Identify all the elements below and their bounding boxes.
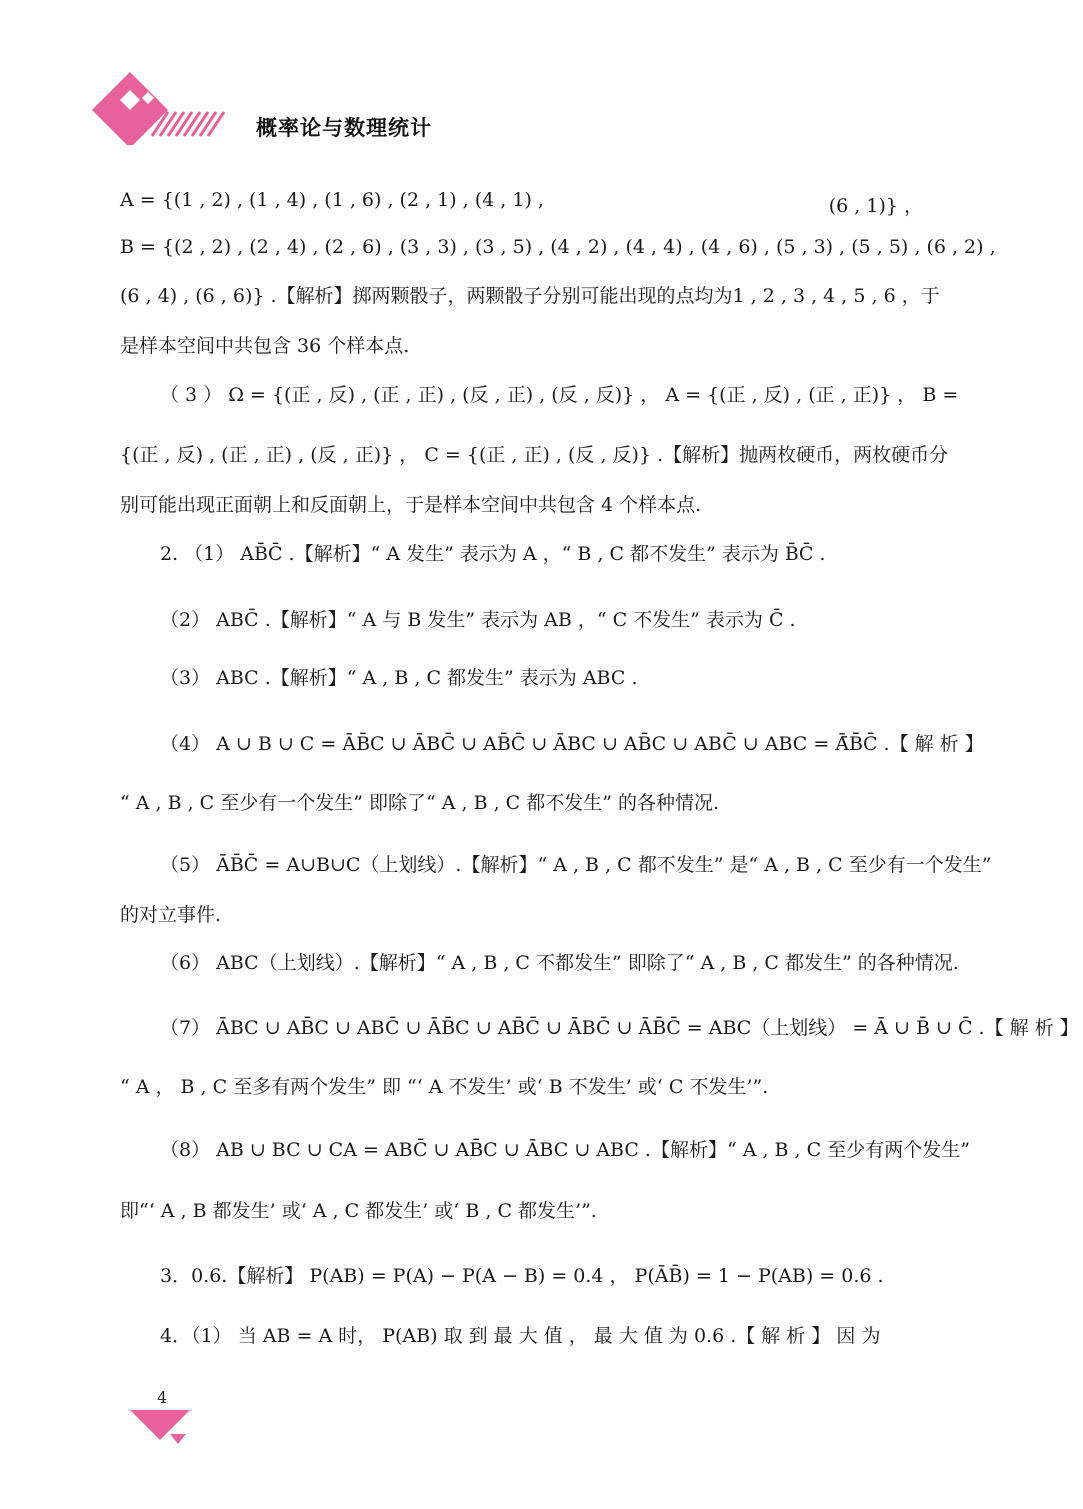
text-line: （3） ABC .【解析】“ A , B , C 都发生” 表示为 ABC . (160, 667, 638, 689)
text-line: 是样本空间中共包含 36 个样本点. (120, 335, 410, 357)
text-line: （5） ĀB̄C̄ = A∪B∪C（上划线）.【解析】“ A , B , C 都不发生” 是“ A , B , C 至少有一个发生” (160, 854, 992, 876)
page-number: 4 (157, 1388, 168, 1407)
text-line: （6） ABC（上划线）.【解析】“ A , B , C 不都发生” 即除了“ A , B , C 都发生” 的各种情况. (160, 952, 959, 974)
text-line: （8） AB ∪ BC ∪ CA = ABC̄ ∪ AB̄C ∪ ĀBC ∪ ABC .【解析】“ A , B , C 至少有两个发生” (160, 1139, 970, 1161)
header-logo (92, 70, 232, 145)
text-line: 的对立事件. (120, 904, 222, 926)
text-line: （4） A ∪ B ∪ C = ĀB̄C ∪ ĀBC̄ ∪ AB̄C̄ ∪ ĀBC ∪ AB̄C ∪ ABC̄ ∪ ABC = Ā̄B̄̄C̄̄ .【 解 析 】 (160, 733, 984, 755)
text-line: A = {(1 , 2) , (1 , 4) , (1 , 6) , (2 , 1) , (4 , 1) , (120, 189, 544, 211)
text-line: B = {(2 , 2) , (2 , 4) , (2 , 6) , (3 , 3) , (3 , 5) , (4 , 2) , (4 , 4) , (4 , 6) , (5 , 3) , (5 , 5) , (6 , 2) , (120, 236, 996, 258)
text-line-right: (6 , 1)} ， (828, 195, 923, 217)
text-line: (6 , 4) , (6 , 6)} .【解析】掷两颗骰子，两颗骰子分别可能出现的点均为1 , 2 , 3 , 4 , 5 , 6 ，于 (120, 285, 940, 307)
text-line: （7） ĀBC ∪ AB̄C ∪ ABC̄ ∪ ĀB̄C ∪ AB̄C̄ ∪ ĀBC̄ ∪ ĀB̄C̄ = ABC（上划线） = Ā ∪ B̄ ∪ C̄ .【 解 析 】 (160, 1017, 1079, 1039)
text-line: 3．0.6.【解析】 P(AB) = P(A) − P(A − B) = 0.4 ， P(ĀB̄) = 1 − P(AB) = 0.6 . (160, 1265, 884, 1287)
text-line: {(正 , 反) , (正 , 正) , (反 , 正)} ， C = {(正 , 正) , (反 , 反)} .【解析】抛两枚硬币，两枚硬币分 (120, 444, 949, 466)
text-line: 即“‘ A , B 都发生’ 或‘ A , C 都发生’ 或‘ B , C 都发生’”. (120, 1200, 597, 1222)
text-line: 4．（1） 当 AB = A 时， P(AB) 取 到 最 大 值 ， 最 大 值 为 0.6 .【 解 析 】 因 为 (160, 1325, 881, 1347)
text-line: “ A , B , C 至少有一个发生” 即除了“ A , B , C 都不发生” 的各种情况. (120, 792, 720, 814)
text-line: 别可能出现正面朝上和反面朝上，于是样本空间中共包含 4 个样本点. (120, 494, 702, 516)
text-line: 2. （1） AB̄C̄ .【解析】“ A 发生” 表示为 A ，“ B , C 都不发生” 表示为 B̄C̄ . (160, 543, 826, 565)
text-line: （2） ABC̄ .【解析】“ A 与 B 发生” 表示为 AB ，“ C 不发生” 表示为 C̄ . (160, 609, 796, 631)
text-line: “ A ， B , C 至多有两个发生” 即 “‘ A 不发生’ 或‘ B 不发生’ 或‘ C 不发生’”. (120, 1076, 769, 1098)
book-title: 概率论与数理统计 (256, 116, 432, 140)
text-line: （ 3 ） Ω = {(正 , 反) , (正 , 正) , (反 , 正) , (反 , 反)} ， A = {(正 , 反) , (正 , 正)} ， B = (160, 384, 959, 406)
footer-triangle-mark (130, 1410, 190, 1446)
